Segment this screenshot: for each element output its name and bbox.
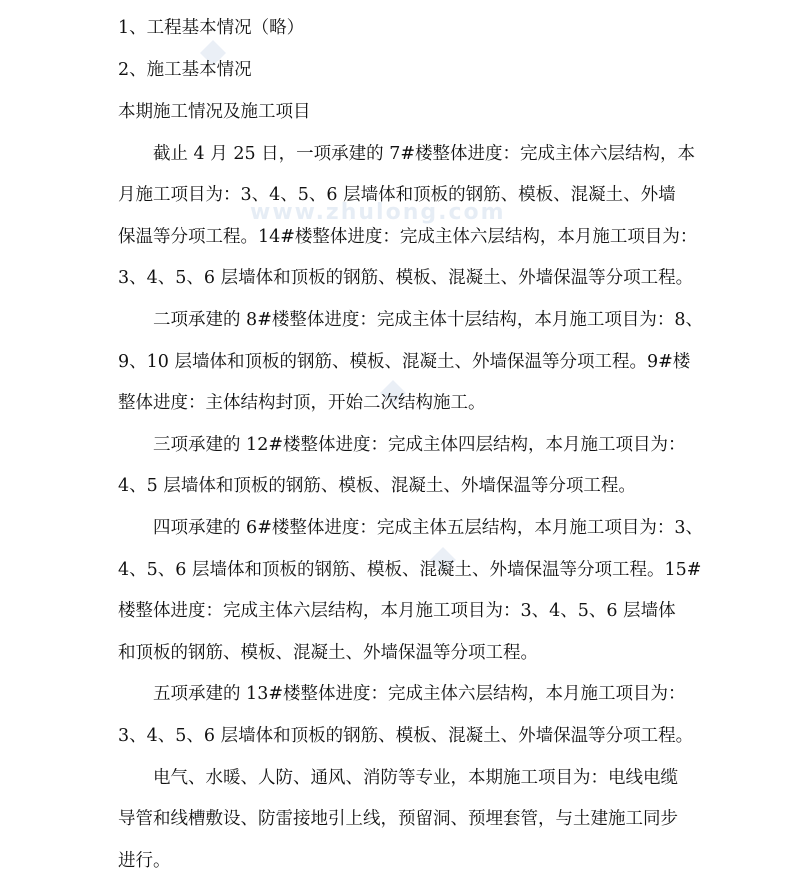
paragraph-line: 9、10 层墙体和顶板的钢筋、模板、混凝土、外墙保温等分项工程。9#楼	[118, 352, 691, 372]
paragraph-line: 4、5 层墙体和顶板的钢筋、模板、混凝土、外墙保温等分项工程。	[118, 476, 636, 496]
paragraph-line: 3、4、5、6 层墙体和顶板的钢筋、模板、混凝土、外墙保温等分项工程。	[118, 726, 694, 746]
paragraph-line: 保温等分项工程。14#楼整体进度：完成主体六层结构，本月施工项目为：	[118, 227, 698, 247]
paragraph-line: 二项承建的 8#楼整体进度：完成主体十层结构，本月施工项目为：8、	[118, 310, 703, 330]
paragraph-line: 3、4、5、6 层墙体和顶板的钢筋、模板、混凝土、外墙保温等分项工程。	[118, 268, 694, 288]
heading-project-basic-info: 1、工程基本情况（略）	[118, 18, 305, 38]
paragraph-line: 整体进度：主体结构封顶，开始二次结构施工。	[118, 393, 486, 413]
paragraph-line: 五项承建的 13#楼整体进度：完成主体六层结构，本月施工项目为：	[118, 684, 686, 704]
paragraph-line: 和顶板的钢筋、模板、混凝土、外墙保温等分项工程。	[118, 643, 538, 663]
paragraph-line: 月施工项目为：3、4、5、6 层墙体和顶板的钢筋、模板、混凝土、外墙	[118, 185, 676, 205]
paragraph-line: 4、5、6 层墙体和顶板的钢筋、模板、混凝土、外墙保温等分项工程。15#	[118, 560, 702, 580]
paragraph-line: 进行。	[118, 851, 171, 871]
heading-construction-basic-info: 2、施工基本情况	[118, 60, 252, 80]
paragraph-line: 三项承建的 12#楼整体进度：完成主体四层结构，本月施工项目为：	[118, 435, 686, 455]
paragraph-line: 截止 4 月 25 日，一项承建的 7#楼整体进度：完成主体六层结构，本	[118, 144, 696, 164]
watermark-text: www.zhulong.com	[250, 200, 506, 225]
paragraph-line: 导管和线槽敷设、防雷接地引上线，预留洞、预埋套管，与土建施工同步	[118, 809, 678, 829]
heading-current-period: 本期施工情况及施工项目	[118, 102, 311, 122]
paragraph-line: 电气、水暖、人防、通风、消防等专业，本期施工项目为：电线电缆	[118, 768, 678, 788]
paragraph-line: 楼整体进度：完成主体六层结构，本月施工项目为：3、4、5、6 层墙体	[118, 601, 676, 621]
paragraph-line: 四项承建的 6#楼整体进度：完成主体五层结构，本月施工项目为：3、	[118, 518, 703, 538]
